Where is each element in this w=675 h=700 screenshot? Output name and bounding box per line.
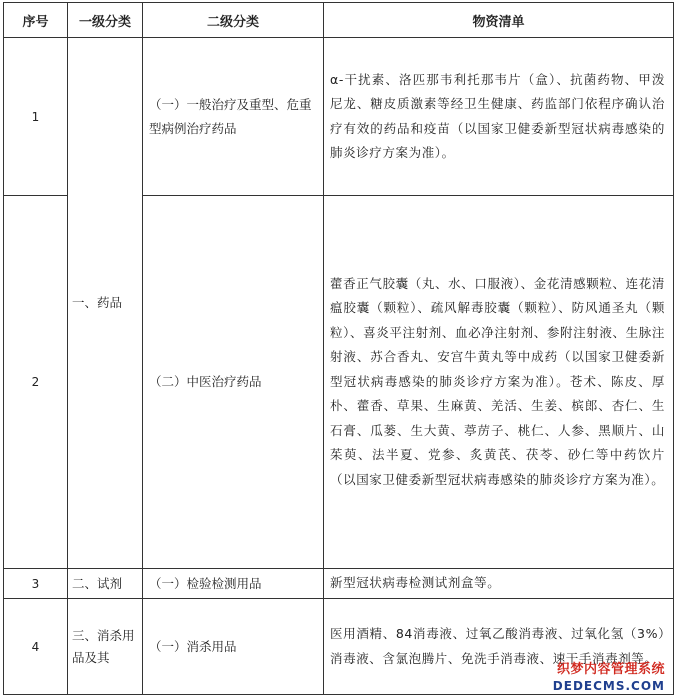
level2-label: （一）消杀用品: [149, 638, 237, 654]
row-level2: [143, 38, 324, 196]
header-level1: 一级分类: [68, 3, 143, 38]
header-level2: 二级分类: [143, 3, 324, 38]
level2-label: （一）检验检测用品: [149, 575, 262, 591]
level1-label: 一、药品: [72, 295, 123, 310]
header-serial: 序号: [4, 3, 68, 38]
header-row: [4, 3, 674, 38]
level2-label: （二）中医治疗药品: [149, 374, 262, 389]
row-items: [324, 569, 674, 599]
items-text: 医用酒精、84消毒液、过氧乙酸消毒液、过氧化氢（3%）消毒液、含氯泡腾片、免洗手消毒液、速干手消毒剂等。: [330, 626, 665, 666]
row-serial: 1: [4, 38, 68, 196]
items-text: 新型冠状病毒检测试剂盒等。: [330, 575, 501, 591]
items-text: 藿香正气胶囊（丸、水、口服液）、金花清感颗粒、连花清瘟胶囊（颗粒）、疏风解毒胶囊（颗粒）、防风通圣丸（颗粒）、喜炎平注射剂、血必净注射剂、参附注射液、生脉注射液、苏合香丸、安宫牛黄丸等中成药（以国家卫健委新型冠状病毒感染的肺炎诊疗方案为准）。苍术、陈皮、厚朴、藿香、草果、生麻黄、羌活、生姜、槟郎、杏仁、生石膏、瓜蒌、生大黄、葶苈子、桃仁、人参、黑顺片、山茱萸、法半夏、党参、炙黄芪、茯苓、砂仁等中药饮片（以国家卫健委新型冠状病毒感染的肺炎诊疗方案为准）。: [330, 275, 665, 487]
items-text: α-干扰素、洛匹那韦利托那韦片（盒）、抗菌药物、甲泼尼龙、糖皮质激素等经卫生健康、药监部门依程序确认治疗有效的药品和疫苗（以国家卫健委新型冠状病毒感染的肺炎诊疗方案为准）。: [330, 71, 665, 160]
row-level2: [143, 599, 324, 695]
table-row: [4, 569, 674, 599]
table-row: [4, 38, 674, 196]
level2-label: （一）一般治疗及重型、危重型病例治疗药品: [149, 96, 312, 136]
watermark-title: 织梦内容管理系统: [556, 662, 665, 677]
row-serial: 2: [4, 196, 68, 569]
level1-label: 二、试剂: [72, 575, 123, 591]
row-level2: [143, 196, 324, 569]
row-level2: [143, 569, 324, 599]
row-level1: [68, 599, 143, 695]
supplies-table: [3, 2, 674, 695]
row-level1: [68, 569, 143, 599]
watermark-domain: DEDECMS.COM: [552, 679, 665, 693]
row-serial: 4: [4, 599, 68, 695]
row-items: [324, 196, 674, 569]
row-serial: 3: [4, 569, 68, 599]
row-level1: [68, 38, 143, 569]
row-items: [324, 38, 674, 196]
watermark: [553, 662, 665, 694]
header-items: 物资清单: [324, 3, 674, 38]
level1-label: 三、消杀用品及其: [72, 627, 135, 665]
